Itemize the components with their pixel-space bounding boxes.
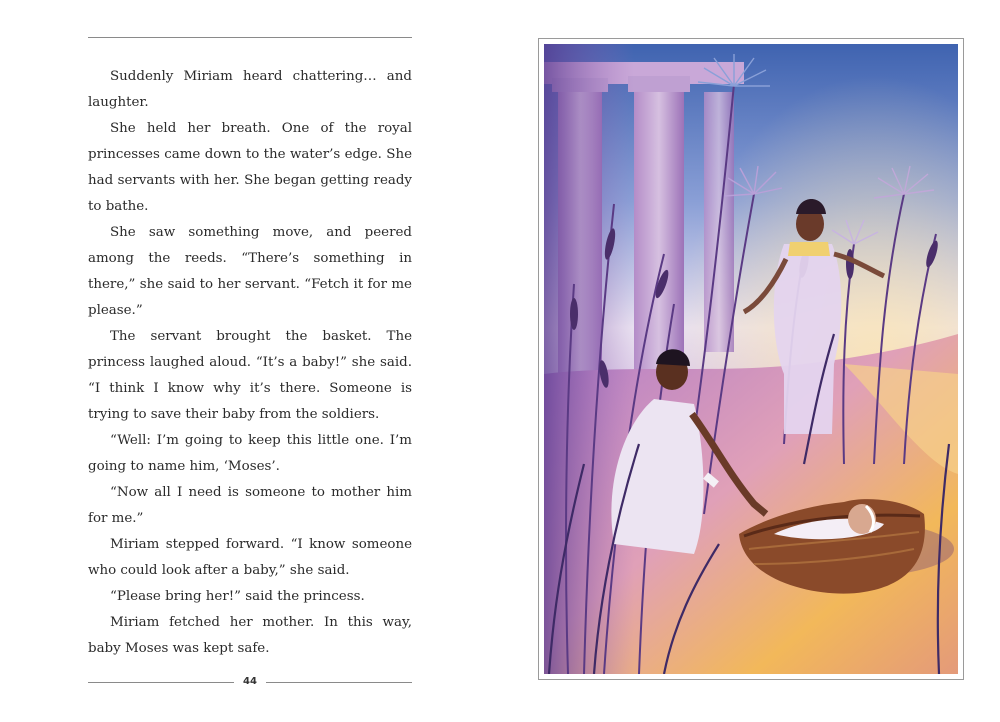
- illustration-svg: [544, 44, 958, 674]
- paragraph: “Now all I need is someone to mother him for me.”: [88, 485, 412, 526]
- page-footer: [88, 674, 412, 690]
- paragraph: The servant brought the basket. The princess laughed aloud. “It’s a baby!” she said. “I think I know why it’s there. Someone is trying to save their baby from the soldiers.: [88, 329, 412, 422]
- paragraph: Miriam fetched her mother. In this way, baby Moses was kept safe.: [88, 615, 412, 656]
- paragraph: She saw something move, and peered among the reeds. “There’s something in there,” she said to her servant. “Fetch it for me please.”: [88, 225, 412, 318]
- paragraph: She held her breath. One of the royal princesses came down to the water’s edge. She had servants with her. She began getting ready to bathe.: [88, 121, 412, 214]
- top-rule: [88, 37, 412, 38]
- footer-rule-left: [88, 682, 234, 683]
- story-text: [88, 64, 412, 662]
- illustration-frame: [538, 38, 964, 680]
- paragraph: “Well: I’m going to keep this little one. I’m going to name him, ‘Moses’.: [88, 433, 412, 474]
- paragraph: Suddenly Miriam heard chattering… and laughter.: [88, 69, 412, 110]
- page-number: 44: [243, 676, 257, 687]
- moses-in-basket-illustration: [544, 44, 958, 674]
- paragraph: “Please bring her!” said the princess.: [110, 589, 365, 604]
- paragraph: Miriam stepped forward. “I know someone who could look after a baby,” she said.: [88, 537, 412, 578]
- footer-rule-right: [266, 682, 412, 683]
